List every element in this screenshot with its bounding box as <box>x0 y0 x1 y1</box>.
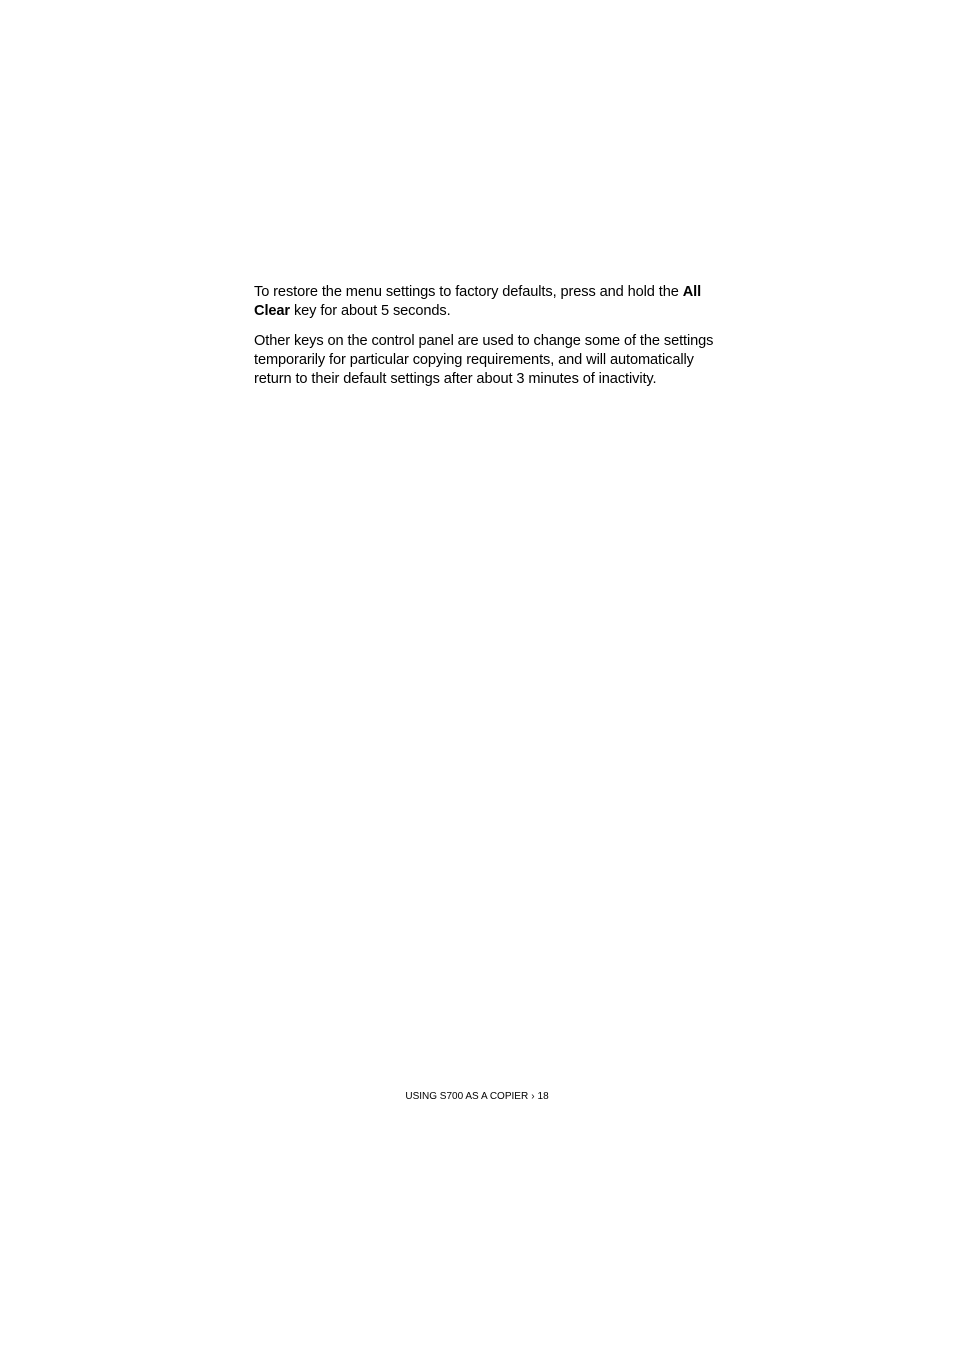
paragraph-temporary-settings: Other keys on the control panel are used to change some of the settings temporarily for particular copying requirements, and will automatically return to their default settings after about 3 minutes of inactivity. <box>254 332 714 388</box>
paragraph-text-before: To restore the menu settings to factory defaults, press and hold the <box>254 284 683 300</box>
footer-page-number: 18 <box>537 1091 549 1102</box>
paragraph-factory-defaults <box>254 283 726 322</box>
footer-separator-icon: › <box>531 1091 535 1102</box>
key-name-all-clear: All Clear <box>254 284 702 320</box>
footer-section-title: USING S700 AS A COPIER <box>405 1091 529 1102</box>
paragraph-text-after: key for about 5 seconds. <box>290 303 451 320</box>
body-content <box>254 283 726 399</box>
page-footer <box>0 1090 954 1104</box>
